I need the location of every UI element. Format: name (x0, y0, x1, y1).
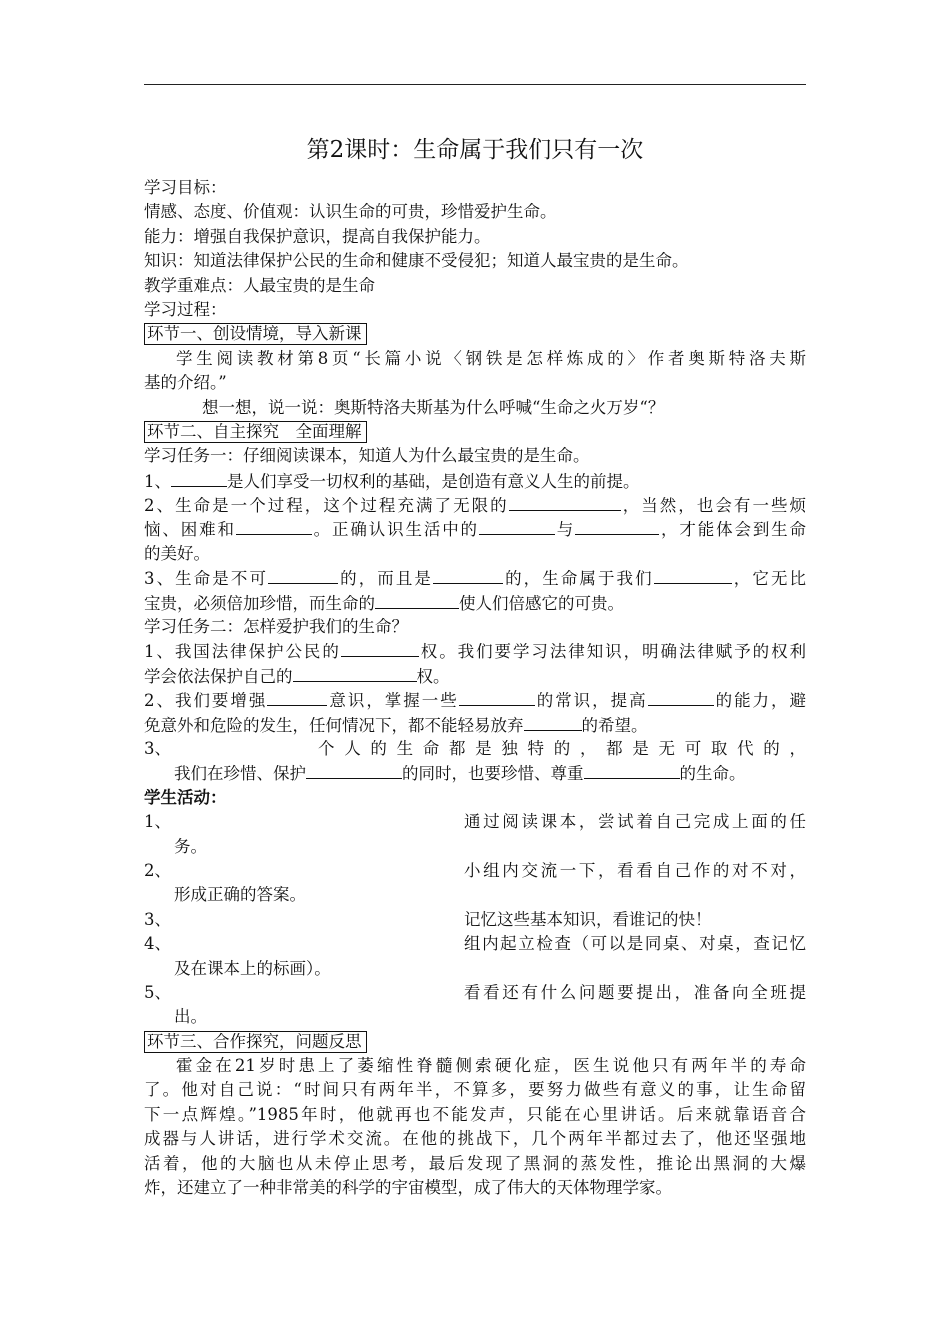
activity-item-3: 3、 记忆这些基本知识，看谁记的快！ (144, 909, 712, 929)
goal-emotion: 情感、态度、价值观：认识生命的可贵，珍惜爱护生命。 (144, 202, 557, 222)
task2-q3-line1: 3、 个人的生命都是独特的，都是无可取代的， (144, 738, 806, 758)
section1-paragraph-line2: 基的介绍。” (144, 373, 227, 393)
task1-q3-line1: 3、生命是不可 的，而且是 的，生命属于我们 ，它无比 (144, 566, 806, 590)
answer-blank[interactable] (433, 566, 503, 584)
task2-q3-line2: 我们在珍惜、保护 的同时，也要珍惜、尊重 的生命。 (144, 761, 806, 785)
activity-item-5-cont: 出。 (174, 1007, 207, 1027)
activity-item-2: 2、 小组内交流一下，看看自己作的对不对， (144, 860, 806, 880)
section3-line-2: 了。他对自己说：“时间只有两年半，不算多，要努力做些有意义的事，让生命留 (144, 1080, 806, 1100)
section1-paragraph-line1: 学生阅读教材第8页“长篇小说〈钢铁是怎样炼成的〉作者奥斯特洛夫斯 (176, 348, 806, 368)
goal-knowledge: 知识：知道法律保护公民的生命和健康不受侵犯；知道人最宝贵的是生命。 (144, 251, 689, 271)
task1-q2-line3: 的美好。 (144, 543, 210, 563)
answer-blank[interactable] (267, 688, 327, 706)
task2-q2-line1: 2、我们要增强 意识，掌握一些 的常识，提高 的能力，避 (144, 688, 806, 712)
answer-blank[interactable] (648, 688, 714, 706)
page-title: 第2课时：生命属于我们只有一次 (306, 137, 644, 163)
answer-blank[interactable] (459, 688, 535, 706)
answer-blank[interactable] (654, 566, 732, 584)
answer-blank[interactable] (584, 761, 680, 779)
answer-blank[interactable] (293, 664, 417, 682)
task2-heading: 学习任务二：怎样爱护我们的生命？ (144, 617, 408, 637)
process-heading: 学习过程： (144, 299, 227, 319)
answer-blank[interactable] (171, 469, 227, 487)
task2-q1-line2: 学会依法保护自己的 权。 (144, 664, 806, 688)
activity-item-1: 1、 通过阅读课本，尝试着自己完成上面的任 (144, 812, 806, 832)
activity-heading: 学生活动： (144, 787, 227, 807)
section1-question: 想一想，说一说：奥斯特洛夫斯基为什么呼喊“生命之火万岁“？ (202, 397, 665, 417)
task1-q1: 1、 是人们享受一切权利的基础，是创造有意义人生的前提。 (144, 469, 806, 493)
section3-line-1: 霍金在21岁时患上了萎缩性脊髓侧索硬化症，医生说他只有两年半的寿命 (176, 1056, 806, 1076)
section3-line-6: 炸，还建立了一种非常美的科学的宇宙模型，成了伟大的天体物理学家。 (144, 1178, 672, 1198)
answer-blank[interactable] (575, 517, 659, 535)
key-point: 教学重难点：人最宝贵的是生命 (144, 275, 375, 295)
task1-heading: 学习任务一：仔细阅读课本，知道人为什么最宝贵的是生命。 (144, 446, 590, 466)
task1-q2-line2: 恼、困难和 。正确认识生活中的 与 ，才能体会到生命 (144, 517, 806, 541)
header-rule (144, 84, 806, 85)
activity-item-1-cont: 务。 (174, 836, 207, 856)
task1-q3-line2: 宝贵，必须倍加珍惜，而生命的 使人们倍感它的可贵。 (144, 591, 806, 615)
answer-blank[interactable] (306, 761, 402, 779)
section3-heading: 环节三、合作探究，问题反思 (144, 1031, 367, 1053)
activity-item-5: 5、 看看还有什么问题要提出，准备向全班提 (144, 982, 806, 1002)
section3-line-3: 下一点辉煌。”1985年时，他就再也不能发声，只能在心里讲话。后来就靠语音合 (144, 1104, 806, 1124)
task2-q1-line1: 1、我国法律保护公民的 权。我们要学习法律知识，明确法律赋予的权利 (144, 639, 806, 663)
answer-blank[interactable] (341, 639, 419, 657)
section3-line-5: 活着，他的大脑也从未停止思考，最后发现了黑洞的蒸发性，推论出黑洞的大爆 (144, 1153, 806, 1173)
answer-blank[interactable] (524, 713, 582, 731)
answer-blank[interactable] (268, 566, 338, 584)
goals-heading: 学习目标： (144, 178, 227, 197)
activity-item-4: 4、 组内起立检查（可以是同桌、对桌，查记忆 (144, 934, 806, 954)
section2-heading: 环节二、自主探究 全面理解 (144, 421, 367, 443)
task1-q2-line1: 2、生命是一个过程，这个过程充满了无限的 ，当然，也会有一些烦 (144, 493, 806, 517)
activity-item-4-cont: 及在课本上的标画）。 (174, 958, 331, 978)
document-body (144, 133, 806, 1200)
task2-q2-line2: 免意外和危险的发生，任何情况下，都不能轻易放弃 的希望。 (144, 713, 806, 737)
goal-ability: 能力：增强自我保护意识，提高自我保护能力。 (144, 226, 491, 246)
section3-line-4: 成器与人讲话，进行学术交流。在他的挑战下，几个两年半都过去了，他还坚强地 (144, 1129, 806, 1149)
activity-item-2-cont: 形成正确的答案。 (174, 885, 306, 905)
answer-blank[interactable] (236, 517, 312, 535)
answer-blank[interactable] (509, 493, 621, 511)
section1-heading: 环节一、创设情境，导入新课 (144, 323, 367, 345)
answer-blank[interactable] (479, 517, 555, 535)
answer-blank[interactable] (375, 591, 459, 609)
